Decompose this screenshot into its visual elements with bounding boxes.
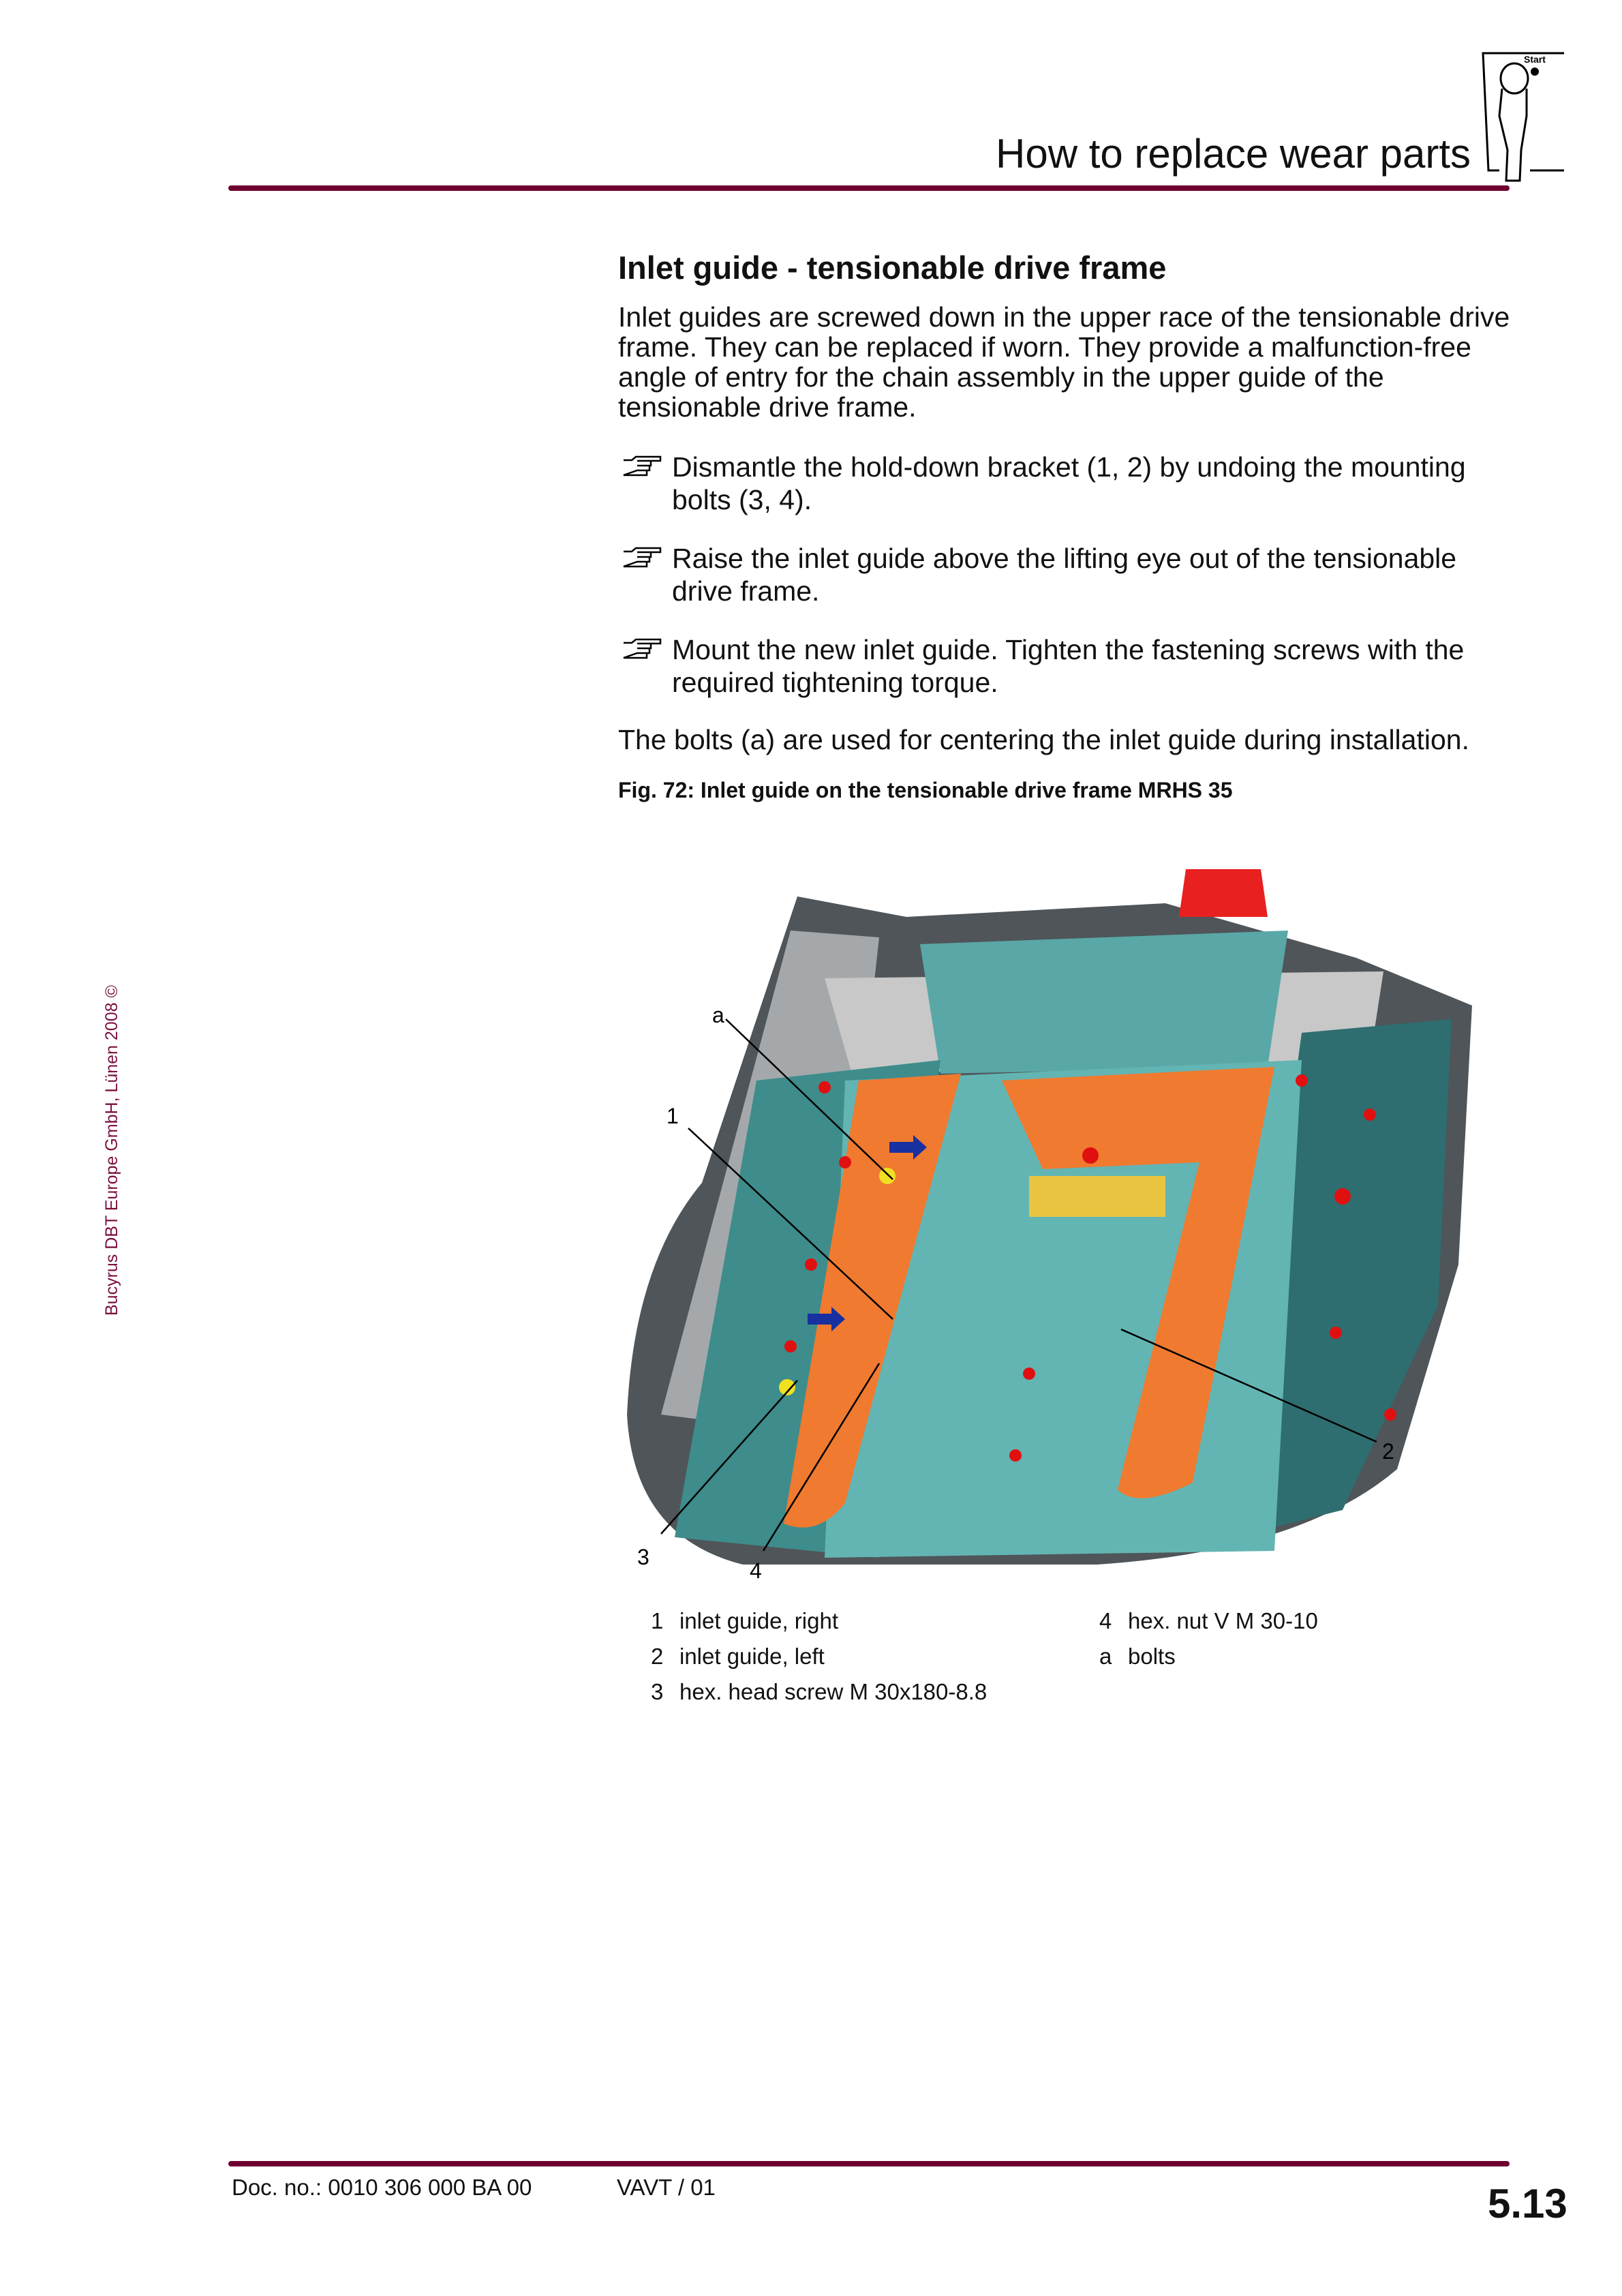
main-content bbox=[618, 249, 1511, 805]
callout-2: 2 bbox=[1382, 1439, 1394, 1464]
callout-a: a bbox=[712, 1003, 724, 1027]
step-text: Dismantle the hold-down bracket (1, 2) by undoing the mounting bolts (3, 4). bbox=[672, 451, 1466, 515]
callout-1: 1 bbox=[667, 1104, 679, 1128]
figure-caption: Fig. 72: Inlet guide on the tensionable drive frame MRHS 35 bbox=[618, 778, 1233, 802]
step-item bbox=[618, 542, 1511, 607]
legend-item: 3 hex. head screw M 30x180-8.8 bbox=[651, 1679, 988, 1704]
intro-paragraph: Inlet guides are screwed down in the upper race of the tensionable drive frame. They can be replaced if worn. They provide a malfunction-free angle of entry for the chain assembly in the upper guide of the tensionable drive frame. bbox=[618, 301, 1510, 423]
document-version: VAVT / 01 bbox=[617, 2175, 716, 2200]
document-number: Doc. no.: 0010 306 000 BA 00 bbox=[232, 2175, 532, 2200]
header-rule bbox=[228, 185, 1510, 191]
step-text: Raise the inlet guide above the lifting eye out of the tensionable drive frame. bbox=[672, 543, 1457, 607]
legend-item: 4 hex. nut V M 30-10 bbox=[1099, 1608, 1318, 1633]
callout-4: 4 bbox=[750, 1558, 762, 1583]
legend-item: a bolts bbox=[1099, 1644, 1176, 1669]
figure-legend bbox=[651, 1603, 1318, 1710]
step-text: Mount the new inlet guide. Tighten the fastening screws with the required tightening torque. bbox=[672, 634, 1465, 698]
legend-item: 2 inlet guide, left bbox=[651, 1644, 825, 1669]
chapter-title: How to replace wear parts bbox=[996, 131, 1471, 177]
callout-3: 3 bbox=[637, 1545, 649, 1569]
logo-start-text: Start bbox=[1524, 54, 1546, 65]
pointing-hand-icon bbox=[622, 637, 663, 662]
note-paragraph: The bolts (a) are used for centering the inlet guide during installation. bbox=[618, 724, 1469, 755]
pointing-hand-icon bbox=[622, 455, 663, 479]
section-title: Inlet guide - tensionable drive frame bbox=[618, 250, 1167, 286]
pointing-hand-icon bbox=[622, 546, 663, 571]
footer-rule bbox=[228, 2161, 1510, 2166]
page-number: 5.13 bbox=[1488, 2181, 1567, 2226]
legend-item: 1 inlet guide, right bbox=[651, 1608, 838, 1633]
copyright-note: Bucyrus DBT Europe GmbH, Lünen 2008 © bbox=[102, 985, 121, 1316]
start-figure-logo bbox=[1479, 48, 1567, 184]
step-item bbox=[618, 633, 1511, 699]
step-item bbox=[618, 451, 1511, 516]
inlet-guide-illustration bbox=[620, 856, 1486, 1592]
